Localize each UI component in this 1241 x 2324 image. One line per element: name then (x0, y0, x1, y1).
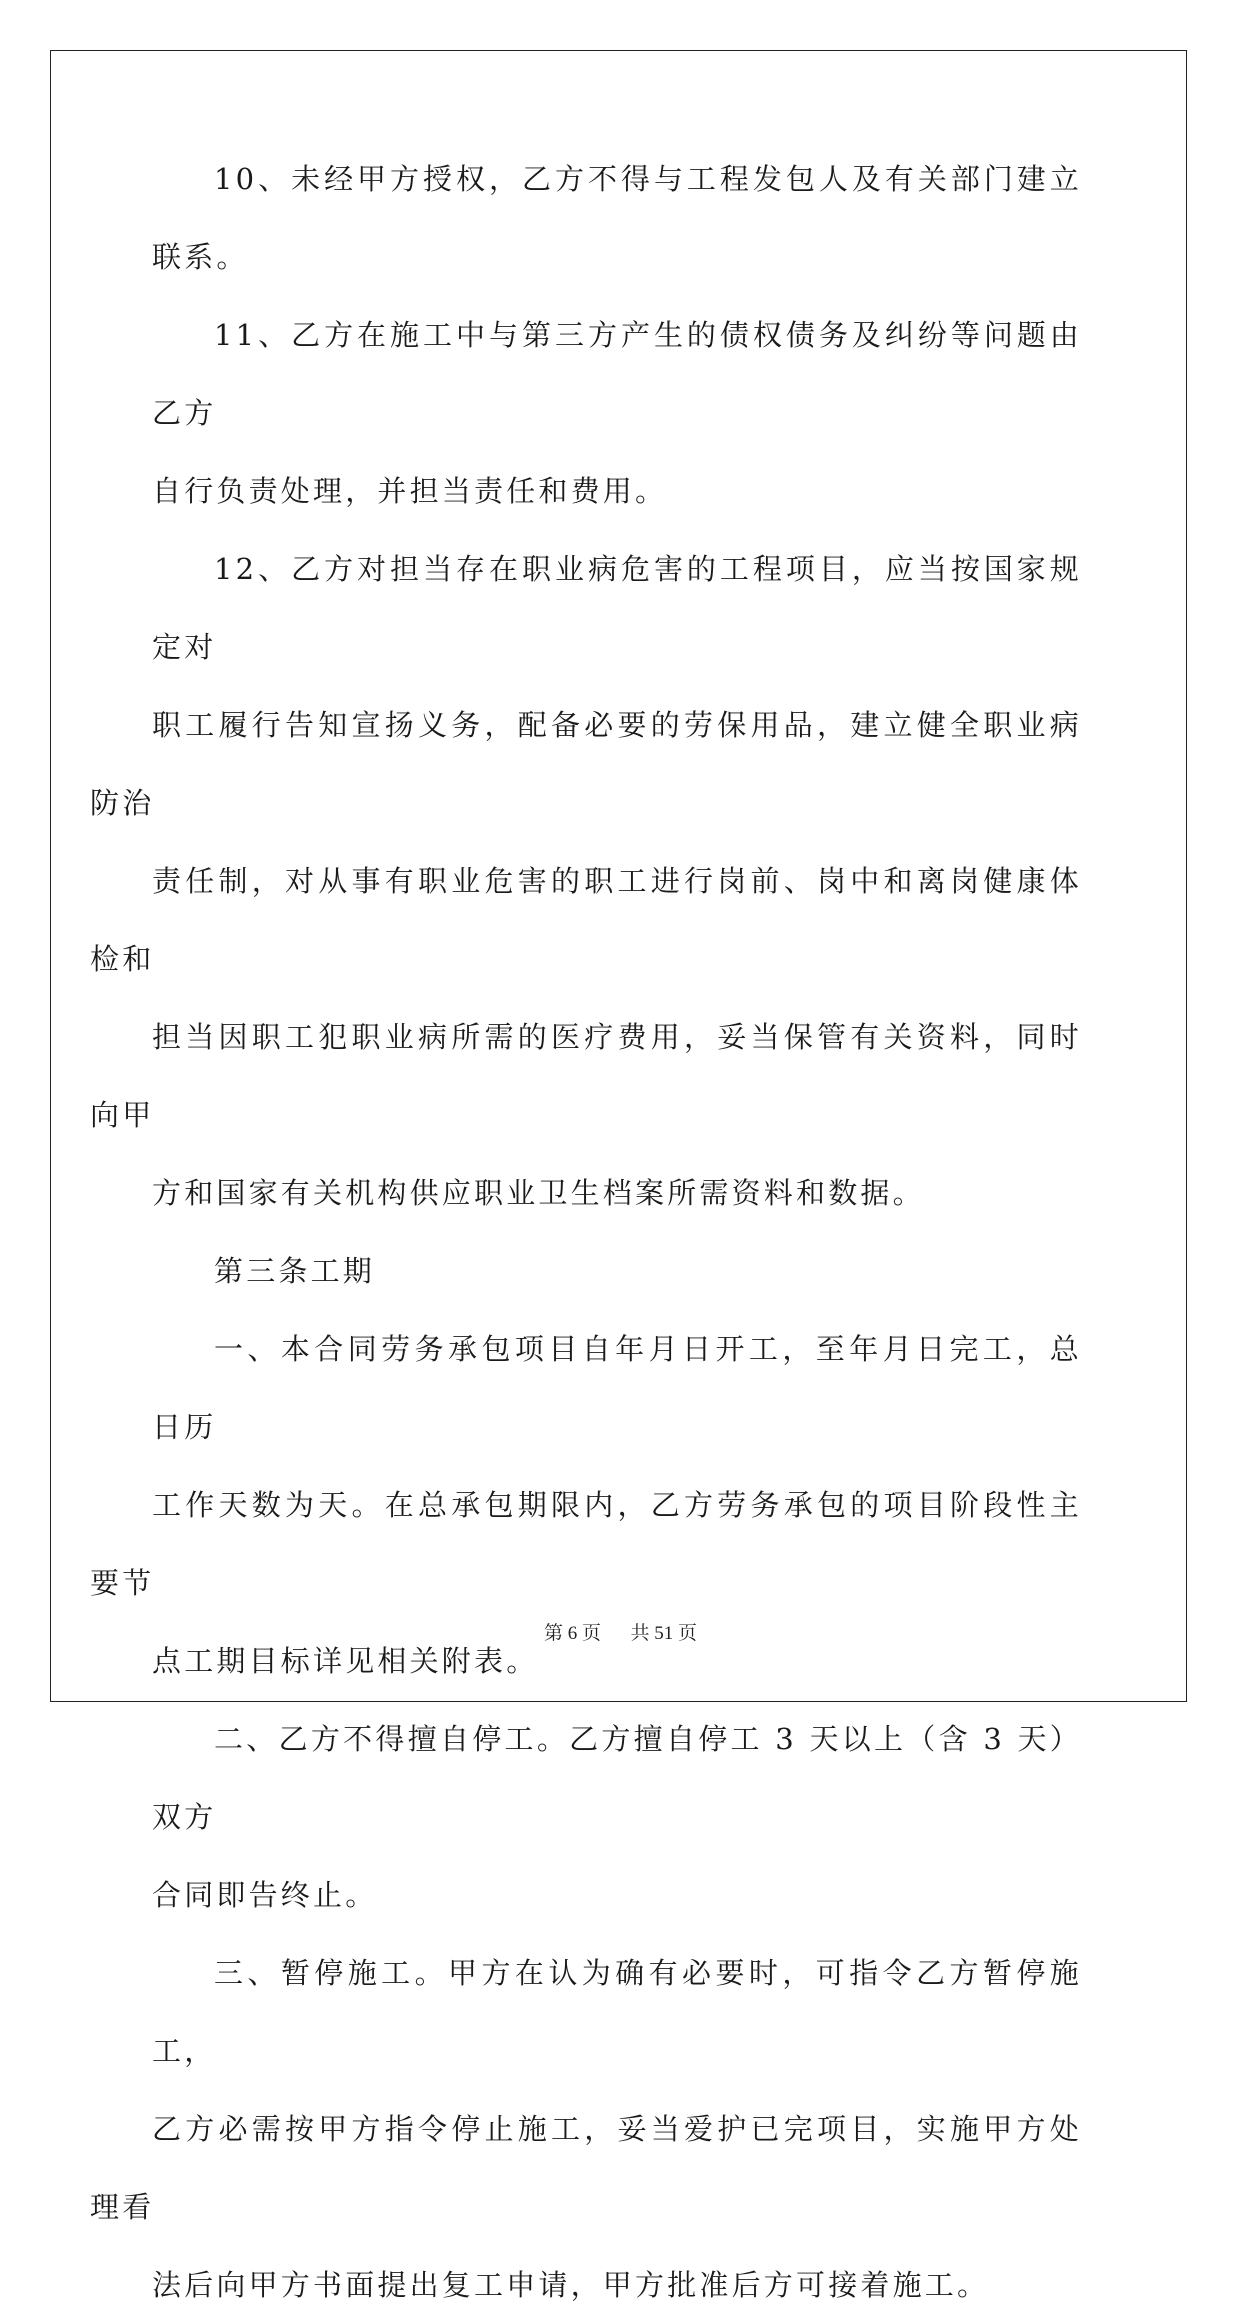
text-line: 一、本合同劳务承包项目自年月日开工，至年月日完工，总日历 (152, 1332, 1082, 1444)
text-line: 职工履行告知宣扬义务，配备必要的劳保用品，建立健全职业病防治 (90, 708, 1082, 820)
text-line: 二、乙方不得擅自停工。乙方擅自停工 3 天以上（含 3 天）双方 (152, 1722, 1082, 1834)
text-line: 第三条工期 (214, 1254, 376, 1288)
section-heading-article-3 (152, 1232, 1082, 1310)
paragraph-item-11 (152, 296, 1082, 530)
paragraph-item-10 (152, 140, 1082, 296)
text-line: 乙方必需按甲方指令停止施工，妥当爱护已完项目，实施甲方处理看 (90, 2112, 1082, 2224)
document-body (90, 140, 1082, 2324)
text-line: 合同即告终止。 (152, 1878, 378, 1912)
page-total: 共 51 页 (630, 1623, 698, 1644)
text-line: 方和国家有关机构供应职业卫生档案所需资料和数据。 (152, 1176, 925, 1210)
text-line: 12、乙方对担当存在职业病危害的工程项目，应当按国家规定对 (152, 552, 1082, 664)
paragraph-item-12 (90, 530, 1082, 1232)
text-line: 担当因职工犯职业病所需的医疗费用，妥当保管有关资料，同时向甲 (90, 1020, 1082, 1132)
paragraph-item-2 (152, 1700, 1082, 1934)
paragraph-item-3 (90, 1934, 1082, 2324)
text-line: 自行负责处理，并担当责任和费用。 (152, 474, 668, 508)
page-number: 第 6 页 (543, 1623, 601, 1644)
text-line: 责任制，对从事有职业危害的职工进行岗前、岗中和离岗健康体检和 (90, 864, 1082, 976)
text-line: 10、未经甲方授权，乙方不得与工程发包人及有关部门建立联系。 (152, 162, 1082, 274)
text-line: 法后向甲方书面提出复工申请，甲方批准后方可接着施工。 (152, 2268, 990, 2302)
text-line: 11、乙方在施工中与第三方产生的债权债务及纠纷等问题由乙方 (152, 318, 1082, 430)
text-line: 点工期目标详见相关附表。 (152, 1644, 539, 1678)
text-line: 工作天数为天。在总承包期限内，乙方劳务承包的项目阶段性主要节 (90, 1488, 1082, 1600)
text-line: 三、暂停施工。甲方在认为确有必要时，可指令乙方暂停施工， (152, 1956, 1082, 2068)
page-footer (0, 1618, 1241, 1645)
